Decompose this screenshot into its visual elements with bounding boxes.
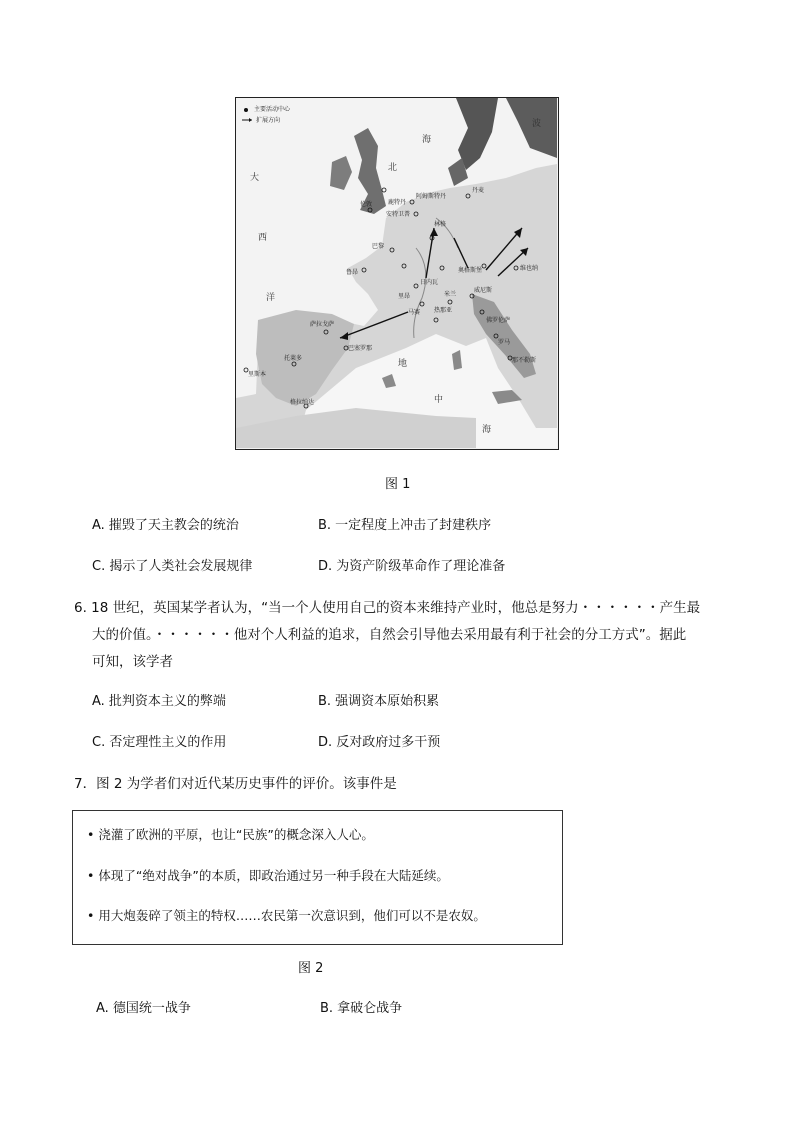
fig2-bullet-3-text: 用大炮轰碎了领主的特权……农民第一次意识到，他们可以不是农奴。 <box>98 908 486 923</box>
q6-stem-line-1: 6. 18 世纪，英国某学者认为，“当一个人使用自己的资本来维持产业时，他总是努力・・・・・・产生最 <box>74 600 701 616</box>
city-label-wen: 维也纳 <box>520 265 539 272</box>
q6-option-d: D. 反对政府过多干预 <box>318 735 441 750</box>
city-label-aos: 奥格斯堡 <box>458 267 483 274</box>
med-label-3: 海 <box>482 425 492 435</box>
ocean-label-1: 大 <box>250 173 260 183</box>
q5-option-a: A. 摧毁了天主教会的统治 <box>92 518 239 533</box>
city-label-luoma: 罗马 <box>498 339 511 346</box>
city-label-dan: 丹麦 <box>472 187 485 194</box>
q7-option-a: A. 德国统一战争 <box>96 1001 191 1016</box>
q5-option-c: C. 揭示了人类社会发展规律 <box>92 559 253 574</box>
bullet-dot: • <box>87 827 95 842</box>
north-sea-label-2: 海 <box>422 135 432 145</box>
north-sea-label-1: 北 <box>388 163 398 173</box>
city-label-bali: 巴黎 <box>372 243 385 250</box>
fig2-bullet-1-text: 浇灌了欧洲的平原，也让“民族”的概念深入人心。 <box>98 827 374 842</box>
q6-option-b: B. 强调资本原始积累 <box>318 694 440 709</box>
figure-1-map <box>235 97 559 450</box>
legend-direction-label: 扩展方向 <box>256 117 281 124</box>
city-label-gra: 格拉纳达 <box>290 399 315 406</box>
city-label-lute: 鹿特丹 <box>388 199 407 206</box>
bullet-dot: • <box>87 868 95 883</box>
city-label-mil: 米兰 <box>444 291 457 298</box>
city-label-jh: 鲁昂 <box>346 269 359 276</box>
figure-1-caption: 图 1 <box>385 477 411 492</box>
q6-stem-line-2: 大的价值。・・・・・・他对个人利益的追求，自然会引导他去采用最有利于社会的分工方式”。据此 <box>92 627 687 643</box>
city-label-amsi: 阿姆斯特丹 <box>416 193 447 200</box>
city-label-bars: 巴塞罗那 <box>348 345 373 352</box>
q6-option-a: A. 批判资本主义的弊端 <box>92 694 226 709</box>
city-label-lin: 林格 <box>434 221 447 228</box>
city-label-antwerp: 安特卫普 <box>386 211 411 218</box>
ocean-label-3: 洋 <box>266 293 276 303</box>
city-label-wei: 威尼斯 <box>474 287 493 294</box>
fig2-bullet-3 <box>87 906 486 924</box>
figure-2-caption: 图 2 <box>298 961 324 976</box>
city-label-sarag: 萨拉戈萨 <box>310 321 335 328</box>
fig2-bullet-1 <box>87 825 374 843</box>
city-label-tol: 托莱多 <box>284 355 303 362</box>
q5-option-b: B. 一定程度上冲击了封建秩序 <box>318 518 492 533</box>
city-label-lis: 里斯本 <box>248 371 267 378</box>
q7-option-b: B. 拿破仑战争 <box>320 1001 403 1016</box>
q7-stem: 7．图 2 为学者们对近代某历史事件的评价。该事件是 <box>74 776 397 792</box>
figure-2-quote-box <box>72 810 563 945</box>
q6-stem-line-3: 可知，该学者 <box>92 654 173 670</box>
city-label-ma: 马赛 <box>408 309 421 316</box>
city-label-nab: 那不勒斯 <box>512 357 537 364</box>
med-label-1: 地 <box>398 359 408 369</box>
city-label-fl: 佛罗伦萨 <box>486 317 511 324</box>
city-label-ly: 里昂 <box>398 293 411 300</box>
city-label-lundun: 伦敦 <box>360 201 373 208</box>
baltic-label: 波 <box>532 119 542 129</box>
legend-center-label: 主要活动中心 <box>254 106 291 113</box>
bullet-dot: • <box>87 908 95 923</box>
fig2-bullet-2 <box>87 866 449 884</box>
europe-map-graphic <box>236 98 557 448</box>
med-label-2: 中 <box>434 395 444 405</box>
city-label-ri: 日内瓦 <box>420 279 439 286</box>
q5-option-d: D. 为资产阶级革命作了理论准备 <box>318 559 506 574</box>
fig2-bullet-2-text: 体现了“绝对战争”的本质，即政治通过另一种手段在大陆延续。 <box>98 868 449 883</box>
city-label-jen: 热那亚 <box>434 307 453 314</box>
ocean-label-2: 西 <box>258 233 268 243</box>
q6-option-c: C. 否定理性主义的作用 <box>92 735 227 750</box>
